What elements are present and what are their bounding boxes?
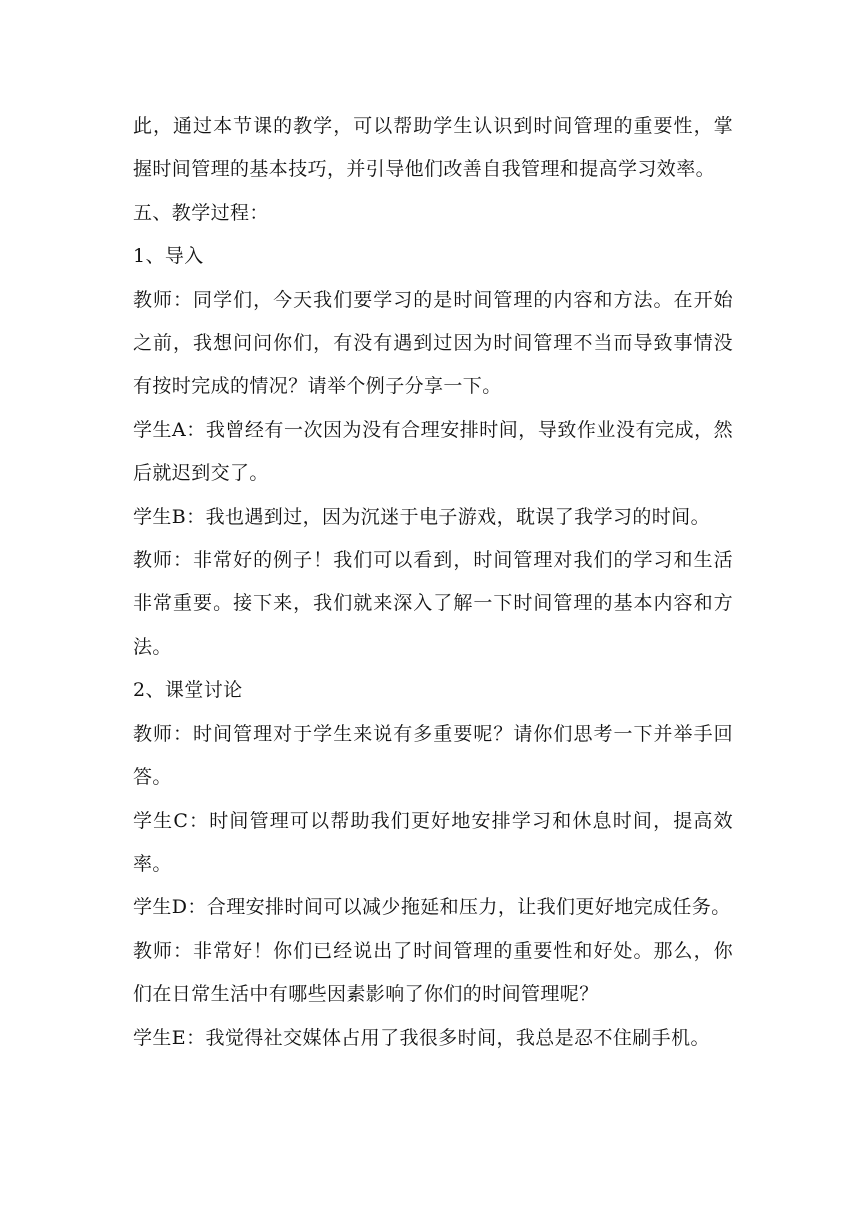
paragraph-teacher-3: 教师：时间管理对于学生来说有多重要呢？请你们思考一下并举手回答。 <box>133 722 733 789</box>
paragraph-teacher-2: 教师：非常好的例子！我们可以看到，时间管理对我们的学习和生活非常重要。接下来，我们就来深入了解一下时间管理的基本内容和方法。 <box>133 549 733 658</box>
subheading-introduction: 1、导入 <box>133 245 204 268</box>
document-body <box>133 105 733 1060</box>
paragraph-intro-continuation: 此，通过本节课的教学，可以帮助学生认识到时间管理的重要性，掌握时间管理的基本技巧，并引导他们改善自我管理和提高学习效率。 <box>133 115 733 181</box>
paragraph-student-a: 学生A：我曾经有一次因为没有合理安排时间，导致作业没有完成，然后就迟到交了。 <box>133 418 733 485</box>
subheading-class-discussion: 2、课堂讨论 <box>133 679 243 702</box>
paragraph-student-c: 学生C：时间管理可以帮助我们更好地安排学习和休息时间，提高效率。 <box>133 809 733 875</box>
section-heading-teaching-process: 五、教学过程： <box>133 201 269 224</box>
paragraph-student-e: 学生E：我觉得社交媒体占用了我很多时间，我总是忍不住刷手机。 <box>133 1026 710 1049</box>
paragraph-teacher-4: 教师：非常好！你们已经说出了时间管理的重要性和好处。那么，你们在日常生活中有哪些因素影响了你们的时间管理呢？ <box>133 939 733 1006</box>
paragraph-teacher-1: 教师：同学们，今天我们要学习的是时间管理的内容和方法。在开始之前，我想问问你们，有没有遇到过因为时间管理不当而导致事情没有按时完成的情况？请举个例子分享一下。 <box>133 288 733 398</box>
paragraph-student-d: 学生D：合理安排时间可以减少拖延和压力，让我们更好地完成任务。 <box>133 896 731 919</box>
paragraph-student-b: 学生B：我也遇到过，因为沉迷于电子游戏，耽误了我学习的时间。 <box>133 505 710 528</box>
